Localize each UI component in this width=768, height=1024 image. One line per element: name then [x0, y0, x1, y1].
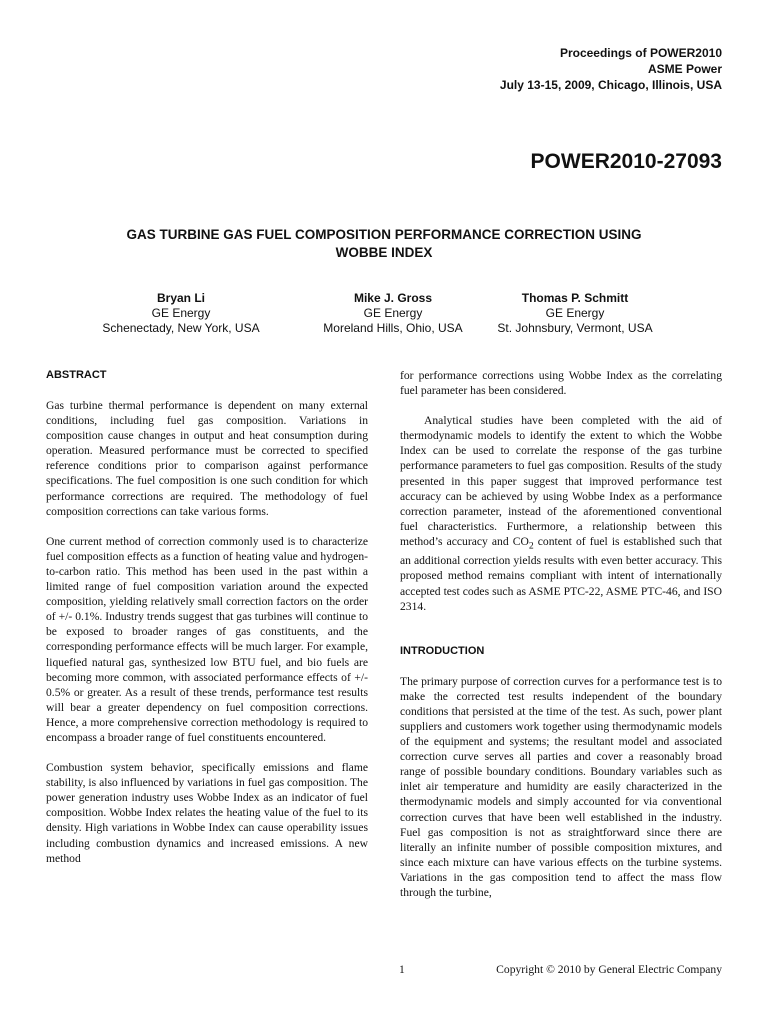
abstract-paragraph-4-text-b: content of fuel is established such that an additional correction yields results with even better accuracy. This proposed method remains compliant with intent of internationally accepted test codes such as ASME PTC-22, ASME PTC-46, and ISO 2314. [400, 534, 723, 613]
author-affiliation: GE Energy [363, 306, 423, 320]
abstract-paragraph-3: Combustion system behavior, specifically emissions and flame stability, is also influenced by variations in fuel gas composition. The power generation industry uses Wobbe Index as an indicator of fuel composition. Wobbe Index relates the heating value of the fuel to its density. High variations in Wobbe Index can cause operability issues including combustion dynamics and increased emissions. A new method [46, 761, 368, 865]
introduction-heading: INTRODUCTION [400, 644, 485, 657]
abstract-paragraph-1: Gas turbine thermal performance is dependent on many external conditions, including fuel gas composition. Variations in composition cause changes in output and heat consumption during operation. Measured performance must be corrected to specified reference conditions prior to comparison against performance specifications. The fuel composition is one such condition for which performance corrections are required. The methodology of fuel composition corrections can take various forms. [46, 399, 368, 518]
author-location: St. Johnsbury, Vermont, USA [497, 321, 653, 335]
author-block-3 [460, 291, 690, 336]
author-name: Mike J. Gross [353, 291, 433, 305]
proceedings-title: Proceedings of POWER2010 [559, 46, 722, 60]
author-location: Schenectady, New York, USA [102, 321, 260, 335]
page-number: 1 [399, 963, 405, 976]
right-column [400, 368, 722, 900]
abstract-paragraph-3-continued: for performance corrections using Wobbe Index as the correlating fuel parameter has been considered. [400, 369, 722, 398]
author-affiliation: GE Energy [545, 306, 605, 320]
author-location: Moreland Hills, Ohio, USA [323, 321, 463, 335]
proceedings-date-location: July 13-15, 2009, Chicago, Illinois, USA [499, 78, 722, 92]
abstract-paragraph-2: One current method of correction commonly used is to characterize fuel composition effects as a function of heating value and hydrogen-to-carbon ratio. This method has been used in the past within a limited range of fuel composition variation around the expected composition, yielding relatively small correction factors on the order of +/- 0.1%. Industry trends suggest that gas turbines will continue to be exposed to broader ranges of gas constituents, and the corresponding performance effects will be much larger. For example, liquefied natural gas, synthesized low BTU fuel, and bio fuels are becoming more common, with associated performance effects of +/- 0.5% or greater. As a result of these trends, performance test results will bear a greater dependency on fuel composition corrections. Hence, a more comprehensive correction methodology is required to encompass a broader range of fuel constituents encountered. [46, 534, 368, 744]
paper-id: POWER2010-27093 [530, 150, 722, 173]
paper-title-line-2: WOBBE INDEX [335, 245, 433, 260]
paper-title-line-1: GAS TURBINE GAS FUEL COMPOSITION PERFORMANCE CORRECTION USING [126, 227, 642, 242]
proceedings-society: ASME Power [647, 62, 722, 76]
abstract-paragraph-4 [400, 413, 722, 614]
proceedings-block [500, 45, 722, 93]
introduction-paragraph-1: The primary purpose of correction curves for a performance test is to make the corrected test results independent of the boundary conditions that persisted at the time of the test. As such, power plant suppliers and customers work together using thermodynamic models of the equipment and systems; the resultant model and associated correction curve serves all parties and cover a reasonably broad range of possible boundary conditions. Boundary variables such as inlet air temperature and humidity are easily characterized in the thermodynamic models and simply accounted for via conventional correction curves that have been well established in the industry. Fuel gas composition is not as straightforward since there are literally an infinite number of possible composition mixtures, and since each mixture can have various effects on the turbine systems. Variations in the gas composition tend to affect the mass flow through the turbine, [400, 674, 722, 900]
left-column [46, 368, 368, 866]
abstract-paragraph-4-text-a: Analytical studies have been completed with the aid of thermodynamic models to identify the extent to which the Wobbe Index can be used to correlate the response of the gas turbine performance parameters to fuel gas composition. Results of the study presented in this paper suggest that improved performance test accuracy can be achieved by using Wobbe Index as a performance correction parameter, instead of the aforementioned conventional fuel characteristics. Furthermore, a relationship between this method’s accuracy and CO [400, 414, 722, 548]
co2-subscript: 2 [528, 540, 534, 552]
author-name: Bryan Li [156, 291, 205, 305]
author-block-1 [66, 291, 296, 336]
author-affiliation: GE Energy [151, 306, 211, 320]
paper-title [46, 226, 722, 262]
author-name: Thomas P. Schmitt [521, 291, 629, 305]
copyright-notice: Copyright © 2010 by General Electric Company [496, 963, 722, 976]
abstract-heading: ABSTRACT [46, 369, 107, 381]
